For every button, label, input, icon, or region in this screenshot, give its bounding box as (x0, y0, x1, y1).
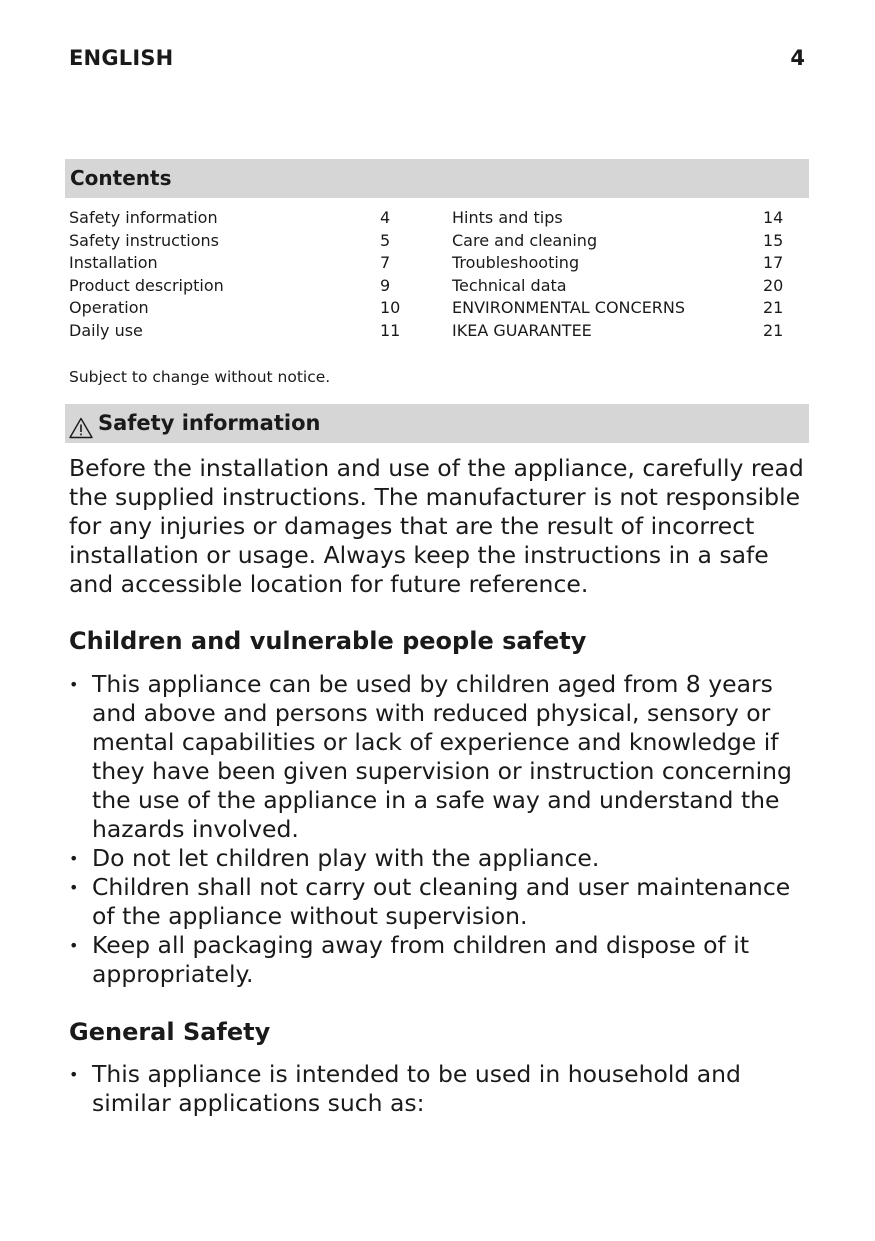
toc-entry[interactable] (452, 207, 784, 230)
toc-entry[interactable] (69, 297, 401, 320)
toc-entry-label: Installation (69, 253, 158, 273)
list-item (69, 670, 809, 844)
toc-entry-page: 15 (763, 230, 784, 250)
toc-entry-page: 14 (763, 208, 784, 227)
children-safety-list (69, 670, 809, 989)
toc-entry-label: Hints and tips (452, 208, 563, 227)
bullet-glyph: • (69, 936, 79, 955)
toc-entry-page: 20 (763, 275, 784, 295)
list-item (69, 873, 809, 931)
toc-entry-page: 17 (763, 253, 784, 273)
toc-entry[interactable] (69, 320, 401, 343)
toc-entry-page: 21 (763, 320, 784, 340)
toc-entry[interactable] (452, 230, 784, 253)
toc-entry-page: 21 (763, 298, 784, 318)
list-item (69, 931, 809, 989)
toc-entry-page: 7 (380, 253, 391, 273)
toc-entry-label: Safety information (69, 208, 218, 227)
contents-heading-bar (65, 159, 809, 198)
toc-entry[interactable] (69, 252, 401, 275)
toc-entry-label: Troubleshooting (452, 253, 580, 273)
toc-entry-page: 4 (380, 208, 391, 227)
toc-entry-label: IKEA GUARANTEE (452, 320, 592, 340)
toc-right-column (452, 207, 784, 343)
bullet-glyph: • (69, 849, 79, 868)
bullet-glyph: • (69, 1065, 79, 1084)
bullet-glyph: • (69, 878, 79, 897)
list-item-text: Keep all packaging away from children and dispose of it appropriately. (92, 931, 750, 988)
toc-entry-label: Care and cleaning (452, 230, 598, 250)
list-item-text: This appliance can be used by children aged from 8 years and above and persons with reduced physical, sensory or mental capabilities or lack of experience and knowledge if they have been given supervision or instruction concerning the use of the appliance in a safe way and understand the hazards involved. (92, 670, 792, 843)
toc-entry-page: 10 (380, 298, 401, 318)
list-item-text: Children shall not carry out cleaning and user maintenance of the appliance without supervision. (92, 873, 791, 930)
language-label: ENGLISH (69, 46, 174, 70)
toc-entry[interactable] (69, 275, 401, 298)
toc-entry-label: Safety instructions (69, 230, 219, 250)
contents-title: Contents (70, 166, 172, 190)
toc-entry-label: Product description (69, 275, 224, 295)
page-number: 4 (790, 46, 805, 70)
toc-entry[interactable] (69, 207, 401, 230)
safety-heading-bar (65, 404, 809, 443)
list-item (69, 1060, 809, 1118)
toc-entry[interactable] (452, 320, 784, 343)
list-item (69, 844, 809, 873)
toc-entry-label: Operation (69, 298, 149, 318)
toc-entry-label: ENVIRONMENTAL CONCERNS (452, 298, 686, 318)
change-notice: Subject to change without notice. (69, 368, 331, 386)
toc-entry[interactable] (69, 230, 401, 253)
list-item-text: Do not let children play with the appliance. (92, 844, 600, 872)
safety-title: Safety information (98, 411, 321, 435)
general-safety-heading: General Safety (69, 1018, 271, 1046)
general-safety-list (69, 1060, 809, 1118)
toc-entry-label: Daily use (69, 320, 143, 340)
toc-left-column (69, 207, 401, 343)
toc-entry-page: 11 (380, 320, 401, 340)
toc-entry-page: 9 (380, 275, 391, 295)
safety-intro-paragraph: Before the installation and use of the appliance, carefully read the supplied instructions. The manufacturer is not responsible for any injuries or damages that are the result of incorrect installation or usage. Always keep the instructions in a safe and accessible location for future reference. (69, 454, 804, 598)
warning-triangle-icon (69, 413, 93, 435)
toc-entry-page: 5 (380, 230, 391, 250)
toc-entry-label: Technical data (452, 275, 567, 295)
bullet-glyph: • (69, 675, 79, 694)
list-item-text: This appliance is intended to be used in household and similar applications such as: (92, 1060, 741, 1117)
toc-entry[interactable] (452, 297, 784, 320)
children-safety-heading: Children and vulnerable people safety (69, 627, 587, 655)
toc-entry[interactable] (452, 275, 784, 298)
toc-entry[interactable] (452, 252, 784, 275)
